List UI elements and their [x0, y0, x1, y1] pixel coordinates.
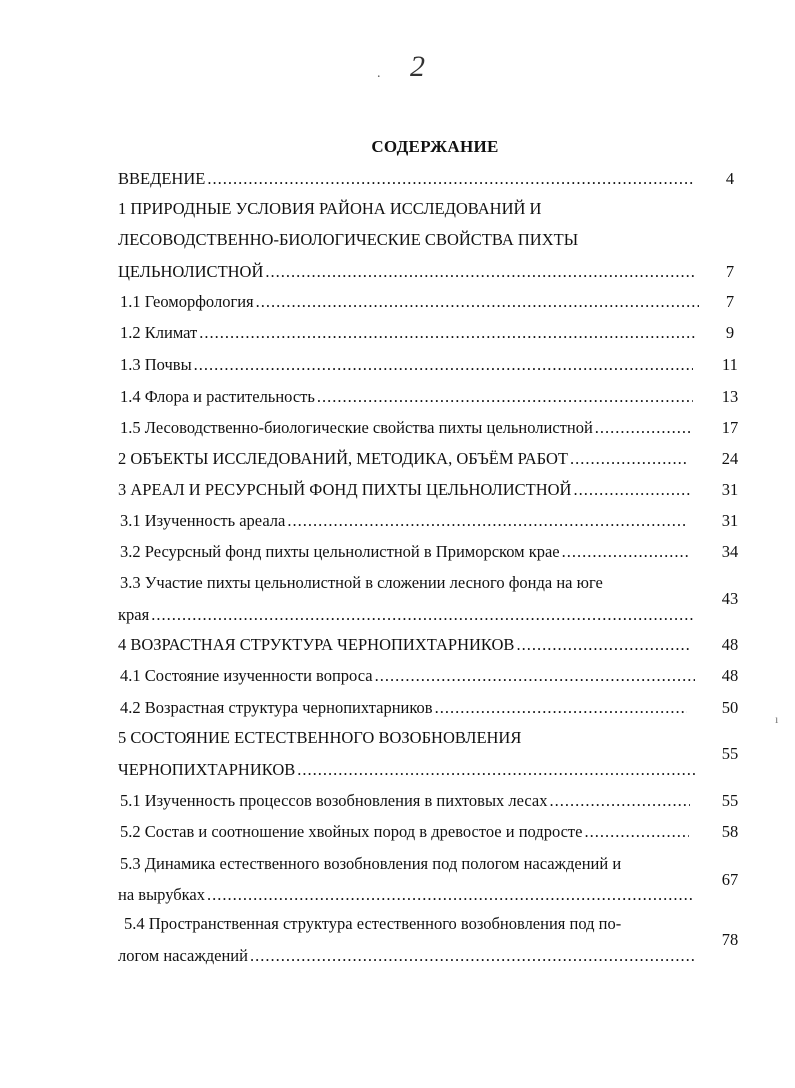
toc-entry-page: 31	[721, 480, 739, 499]
toc-entry-title: 3 АРЕАЛ И РЕСУРСНЫЙ ФОНД ПИХТЫ ЦЕЛЬНОЛИСТНОЙ	[118, 480, 572, 499]
toc-entry-title: 1.2 Климат	[120, 323, 198, 342]
dot-leader	[516, 635, 690, 655]
dot-leader	[375, 666, 695, 686]
dot-leader	[573, 480, 690, 500]
toc-entry-title-line	[118, 230, 578, 250]
dot-leader	[287, 511, 688, 531]
toc-entry-title: края	[118, 605, 150, 624]
dot-leader	[256, 292, 699, 312]
toc-entry-page: 31	[721, 511, 739, 530]
toc-entry-title: 1.5 Лесоводственно-биологические свойства пихты цельнолистной	[120, 418, 593, 437]
toc-entry-page: 24	[721, 449, 739, 468]
toc-entry-title: логом насаждений	[118, 946, 248, 965]
toc-entry-title-last-line	[118, 760, 697, 780]
toc-entry-title: на вырубках	[118, 885, 205, 904]
toc-entry-title-last-line	[118, 885, 695, 905]
toc-entry-title-last-line	[120, 418, 690, 438]
dot-leader	[265, 262, 697, 282]
dot-leader	[584, 822, 689, 842]
toc-entry-title: 4.1 Состояние изученности вопроса	[120, 666, 373, 685]
toc-entry-title-last-line	[118, 480, 690, 500]
dot-leader	[297, 760, 697, 780]
toc-entry-page: 11	[722, 355, 738, 374]
toc-entry-title: 5.2 Состав и соотношение хвойных пород в древостое и подросте	[120, 822, 583, 841]
dot-leader	[570, 449, 689, 469]
toc-entry-title: 5.1 Изученность процессов возобновления в пихтовых лесах	[120, 791, 548, 810]
toc-entry-title-last-line	[120, 698, 687, 718]
page-number: 2	[410, 50, 425, 83]
toc-entry-page: 55	[721, 744, 739, 763]
toc-entry-page: 67	[721, 869, 739, 889]
toc-entry-title: 4 ВОЗРАСТНАЯ СТРУКТУРА ЧЕРНОПИХТАРНИКОВ	[118, 635, 515, 654]
toc-entry-page: 4	[725, 169, 735, 188]
dot-leader	[207, 169, 694, 189]
toc-entry-title: 3.2 Ресурсный фонд пихты цельнолистной в Приморском крае	[120, 542, 560, 561]
toc-entry-title-last-line	[120, 323, 695, 343]
toc-entry-title-last-line	[120, 292, 699, 312]
toc-entry-title: 2 ОБЪЕКТЫ ИССЛЕДОВАНИЙ, МЕТОДИКА, ОБЪЁМ РАБОТ	[118, 449, 568, 468]
dot-leader	[562, 542, 690, 562]
dot-leader	[549, 791, 690, 811]
toc-entry-page: 50	[721, 698, 739, 717]
toc-entry-title: ЧЕРНОПИХТАРНИКОВ	[118, 760, 296, 779]
scan-dot-mark: .	[377, 66, 381, 81]
toc-entry-title-last-line	[118, 605, 693, 625]
dot-leader	[250, 946, 695, 966]
toc-entry-title-last-line	[120, 666, 695, 686]
dot-leader	[199, 323, 695, 343]
toc-entry-title-line	[118, 199, 541, 219]
toc-entry-title: 5 СОСТОЯНИЕ ЕСТЕСТВЕННОГО ВОЗОБНОВЛЕНИЯ	[118, 728, 522, 747]
toc-entry-title-last-line	[118, 262, 697, 282]
toc-entry-title-last-line	[120, 791, 690, 811]
toc-entry-title: 4.2 Возрастная структура чернопихтарников	[120, 698, 433, 717]
toc-entry-title-last-line	[120, 355, 693, 375]
toc-entry-title: 1.1 Геоморфология	[120, 292, 254, 311]
toc-entry-page: 48	[721, 666, 739, 685]
toc-entry-title-line	[124, 914, 621, 934]
toc-entry-page: 55	[721, 791, 739, 810]
toc-entry-title: ЛЕСОВОДСТВЕННО-БИОЛОГИЧЕСКИЕ СВОЙСТВА ПИХТЫ	[118, 230, 579, 249]
toc-entry-title-line	[118, 728, 521, 748]
toc-entry-title: ВВЕДЕНИЕ	[118, 169, 206, 188]
toc-entry-page: 9	[725, 323, 735, 342]
toc-entry-title: ЦЕЛЬНОЛИСТНОЙ	[118, 262, 264, 281]
toc-entry-page: 13	[721, 387, 739, 406]
toc-entry-page: 43	[721, 589, 739, 608]
dot-leader	[207, 885, 695, 905]
toc-entry-page: 48	[721, 635, 739, 654]
toc-entry-title: 3.1 Изученность ареала	[120, 511, 286, 530]
toc-entry-title-line	[120, 573, 603, 593]
toc-entry-page: 58	[721, 822, 739, 841]
dot-leader	[435, 698, 687, 718]
toc-entry-title: 1 ПРИРОДНЫЕ УСЛОВИЯ РАЙОНА ИССЛЕДОВАНИЙ И	[118, 199, 542, 218]
dot-leader	[317, 387, 693, 407]
toc-entry-title-last-line	[118, 635, 690, 655]
toc-entry-title-last-line	[120, 542, 690, 562]
toc-entry-title-last-line	[118, 169, 694, 189]
dot-leader	[194, 355, 693, 375]
toc-entry-title: 3.3 Участие пихты цельнолистной в сложении лесного фонда на юге	[120, 573, 603, 592]
toc-entry-title-last-line	[118, 449, 689, 469]
dot-leader	[151, 605, 693, 625]
toc-entry-page: 7	[725, 292, 735, 311]
toc-entry-page: 34	[721, 542, 739, 561]
toc-entry-title-last-line	[120, 511, 688, 531]
scan-margin-mark: ı	[775, 712, 779, 726]
dot-leader	[595, 418, 690, 438]
toc-entry-title-last-line	[120, 822, 689, 842]
toc-heading: СОДЕРЖАНИЕ	[371, 137, 499, 156]
toc-entry-title: 5.3 Динамика естественного возобновления под пологом насаждений и	[120, 854, 622, 873]
toc-entry-title: 1.4 Флора и растительность	[120, 387, 315, 406]
toc-entry-title: 1.3 Почвы	[120, 355, 192, 374]
toc-entry-title: 5.4 Пространственная структура естественного возобновления под по-	[124, 914, 622, 933]
toc-entry-page: 78	[721, 930, 739, 949]
toc-entry-title-line	[120, 854, 621, 874]
toc-entry-page: 7	[725, 262, 735, 281]
toc-entry-title-last-line	[118, 946, 695, 966]
toc-entry-page: 17	[721, 418, 739, 437]
toc-entry-title-last-line	[120, 387, 693, 407]
